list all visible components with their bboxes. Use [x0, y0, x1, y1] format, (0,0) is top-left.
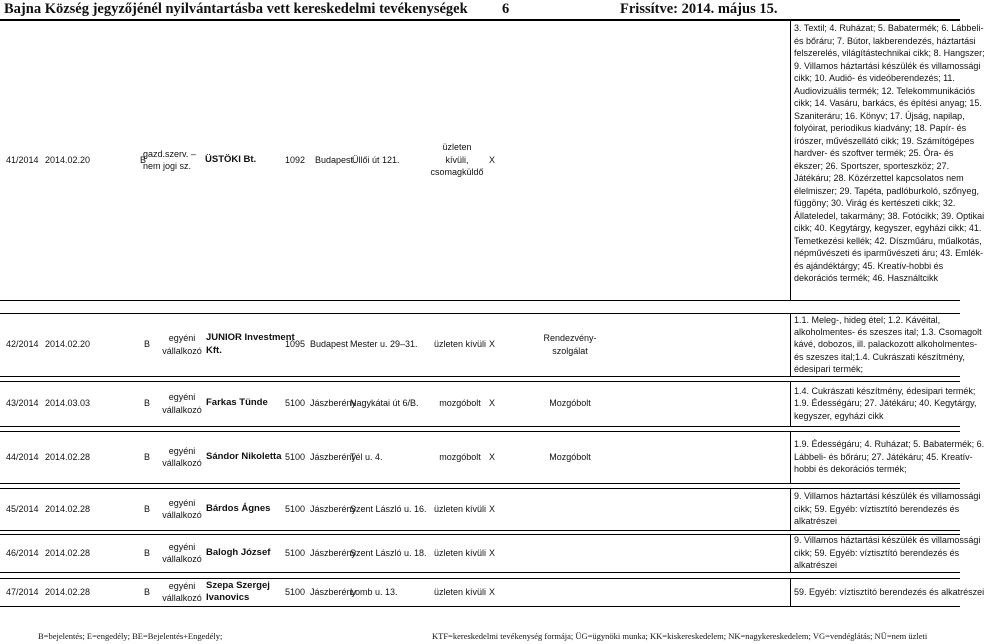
- row-bottom-border: [0, 376, 960, 377]
- row-bottom-border: [0, 606, 960, 607]
- cell-zip: 5100: [285, 451, 306, 462]
- name-line: Ivanovics: [206, 592, 250, 603]
- mode-line: üzleten kívüli: [433, 586, 487, 597]
- cell-type: B: [144, 586, 151, 597]
- products-line: cikk; 59. Egyéb: víztisztító berendezés és: [794, 503, 960, 514]
- products-line: kávé, dobozos, ill. palackozott alkoholmentes-: [794, 339, 978, 350]
- cell-type: B: [144, 503, 151, 514]
- cell-date: 2014.02.20: [45, 154, 91, 165]
- form-line: vállalkozó: [162, 458, 202, 468]
- cell-city: Jászberény: [310, 451, 357, 462]
- mode-line: mozgóbolt: [439, 398, 481, 409]
- unit-line: Mozgóbolt: [549, 451, 591, 462]
- row-top-border: [0, 488, 960, 489]
- cell-zip: 5100: [285, 547, 306, 558]
- products-line: Lábbeli- és bőráru; 27. Játékáru; 45. Kreatív-: [794, 451, 973, 462]
- mode-line: üzleten: [442, 142, 472, 153]
- products-line: és szeszes ital;1.4. Cukrászati készítmény,: [794, 351, 965, 362]
- products-line: alkoholmentes- és szeszes ital; 1.3. Csomagolt: [794, 326, 982, 337]
- cell-name: [206, 397, 268, 410]
- products-line: 9. Villamos háztartási készülék és villamossági: [794, 60, 981, 71]
- products-line: alkatrészei: [794, 560, 838, 571]
- cell-mode: [430, 547, 490, 560]
- cell-id: 46/2014: [6, 547, 39, 558]
- name-line: Kft.: [206, 344, 222, 356]
- cell-form: [160, 497, 204, 522]
- products-line: 59. Egyéb: víztisztító berendezés és alkatrészei: [794, 586, 985, 597]
- cell-products: [794, 385, 976, 422]
- mode-line: csomagküldő: [430, 167, 484, 178]
- unit-line: Rendezvény-: [543, 333, 597, 343]
- products-line: alkatrészei: [794, 516, 838, 527]
- products-line: Audiovizuális termék; 12. Telekommunikációs: [794, 85, 975, 96]
- products-line: 1.9. Édességáru; 4. Ruházat; 5. Babatermék; 6.: [794, 439, 985, 450]
- form-line: egyéni: [168, 497, 196, 508]
- name-line: Szepa Szergej: [206, 579, 270, 591]
- cell-form: [160, 445, 204, 470]
- cell-city: Jászberény: [310, 586, 357, 597]
- products-line: és bőráru; 7. Bútor, lakberendezés, háztartási: [794, 35, 976, 46]
- products-line: cikk; 10. Audió- és videóberendezés; 11.: [794, 73, 955, 83]
- form-line: vállalkozó: [162, 404, 202, 415]
- cell-x: X: [489, 503, 496, 514]
- mode-line: kívüli,: [445, 154, 469, 165]
- products-line: 3. Textil; 4. Ruházat; 5. Babatermék; 6. Lábbeli-: [794, 23, 984, 33]
- cell-form: [160, 580, 204, 605]
- cell-mode: [427, 141, 487, 179]
- cell-name: [205, 154, 256, 167]
- products-line: felszerelés, világítástechnikai cikk; 8. Hangszer;: [794, 48, 985, 58]
- header-title: Bajna Község jegyzőjénél nyilvántartásba vett kereskedelmi tevékenységek: [4, 1, 468, 17]
- products-line: Szaniteráru; 16. Könyv; 17. Újság, napilap,: [794, 110, 965, 121]
- cell-addr: Üllői út 121.: [352, 154, 400, 165]
- row-bottom-border: [0, 300, 960, 301]
- updated-date: Frissítve: 2014. május 15.: [620, 1, 778, 17]
- products-line: népművészeti és iparművészeti áru; 43. Emlék-: [794, 248, 984, 258]
- cell-city: Budapest: [310, 339, 349, 350]
- cell-zip: 5100: [285, 586, 306, 597]
- row-top-border: [0, 20, 960, 21]
- products-line: élelmiszer; 29. Tapéta, padlóburkoló, szőnyeg,: [794, 185, 979, 196]
- products-line: 1.1. Meleg-, hideg étel; 1.2. Kávéital,: [794, 314, 941, 325]
- products-line: Játékáru; 28. Közérzettel kapcsolatos nem: [794, 173, 964, 183]
- cell-form: [160, 541, 204, 566]
- cell-x: X: [489, 339, 496, 350]
- name-line: Balogh József: [206, 546, 271, 558]
- form-line: egyéni: [168, 392, 196, 402]
- cell-form: [160, 391, 204, 416]
- products-line: cikk; 14. Vasáru, barkács, és építési anyag; 15.: [794, 98, 982, 108]
- name-line: Sándor Nikoletta: [206, 450, 282, 462]
- cell-mode: [430, 397, 490, 410]
- cell-id: 44/2014: [6, 451, 39, 462]
- products-column-border: [790, 381, 791, 426]
- cell-name: [206, 580, 270, 605]
- form-line: vállalkozó: [162, 345, 202, 356]
- mode-line: üzleten kívüli: [433, 547, 487, 558]
- products-line: ékszer; 26. Sportszer, sporteszköz; 27.: [794, 160, 950, 171]
- cell-addr: Nagykátai út 6/B.: [350, 398, 419, 409]
- form-line: egyéni: [168, 445, 196, 456]
- cell-zip: 5100: [285, 503, 306, 514]
- cell-addr: Lomb u. 13.: [350, 586, 398, 597]
- products-line: édesipari termék;: [794, 364, 864, 375]
- name-line: Farkas Tünde: [206, 397, 268, 409]
- cell-products: [794, 314, 982, 376]
- cell-name: [206, 451, 282, 464]
- form-line: nem jogi sz.: [143, 161, 192, 171]
- products-line: cikk; 40. Kegytárgy, kegyszer, egyházi cikk; 41.: [794, 223, 982, 233]
- cell-city: Budapest: [315, 154, 354, 165]
- row-top-border: [0, 431, 960, 432]
- cell-date: 2014.02.28: [45, 547, 91, 558]
- products-line: Temetkezési kellék; 42. Díszműáru, műalkotás,: [794, 235, 982, 246]
- products-line: hardver- és szoftver termék; 25. Óra- és: [794, 148, 954, 158]
- cell-type: B: [144, 398, 151, 409]
- cell-type: B: [144, 547, 151, 558]
- cell-type: B: [144, 451, 151, 462]
- cell-x: X: [489, 586, 496, 597]
- cell-products: [794, 490, 980, 527]
- form-line: egyéni: [168, 580, 196, 591]
- cell-name: [206, 503, 270, 516]
- row-bottom-border: [0, 483, 960, 484]
- cell-x: X: [489, 398, 496, 409]
- cell-date: 2014.02.20: [45, 339, 91, 350]
- cell-date: 2014.02.28: [45, 503, 91, 514]
- cell-zip: 5100: [285, 398, 306, 409]
- form-line: vállalkozó: [162, 593, 202, 603]
- cell-name: [206, 547, 270, 560]
- cell-zip: 1092: [285, 154, 306, 165]
- cell-mode: [430, 451, 490, 464]
- cell-zip: 1095: [285, 339, 306, 350]
- products-line: 1.4. Cukrászati készítmény, édesipari termék;: [794, 385, 976, 396]
- unit-line: Mozgóbolt: [549, 398, 591, 409]
- cell-id: 45/2014: [6, 503, 39, 514]
- products-line: folyóirat, periodikus kiadvány; 18. Papír- és: [794, 123, 967, 133]
- products-line: függöny; 30. Virág és kertészeti cikk; 32.: [794, 198, 956, 208]
- cell-city: Jászberény: [310, 503, 357, 514]
- form-line: vállalkozó: [162, 510, 202, 520]
- cell-addr: Szent László u. 18.: [350, 547, 427, 558]
- row-top-border: [0, 578, 960, 579]
- cell-x: X: [489, 451, 496, 462]
- name-line: JUNIOR Investment: [206, 332, 295, 343]
- cell-type: B: [144, 339, 151, 350]
- page-number: 6: [502, 1, 510, 17]
- cell-products: [794, 534, 980, 571]
- row-bottom-border: [0, 572, 960, 573]
- cell-addr: Tél u. 4.: [350, 451, 383, 462]
- mode-line: üzleten kívüli: [433, 503, 487, 514]
- cell-addr: Mester u. 29–31.: [350, 339, 418, 350]
- cell-x: X: [489, 547, 496, 558]
- form-line: egyéni: [168, 333, 196, 343]
- products-column-border: [790, 431, 791, 483]
- cell-mode: [430, 338, 490, 351]
- cell-products: [794, 22, 985, 285]
- cell-mode: [430, 503, 490, 516]
- cell-id: 42/2014: [6, 339, 39, 350]
- name-line: Bárdos Ágnes: [206, 502, 271, 514]
- cell-mode: [430, 586, 490, 599]
- cell-form: [160, 332, 204, 357]
- products-column-border: [790, 20, 791, 300]
- cell-unit: [510, 397, 630, 410]
- products-line: és ajándéktárgy; 45. Kreatív-hobbi és: [794, 260, 944, 271]
- cell-id: 41/2014: [6, 154, 39, 165]
- cell-id: 43/2014: [6, 398, 39, 409]
- cell-date: 2014.02.28: [45, 586, 91, 597]
- row-bottom-border: [0, 530, 960, 531]
- cell-city: Jászberény: [310, 398, 357, 409]
- row-bottom-border: [0, 426, 960, 427]
- cell-form: [143, 148, 196, 173]
- form-line: egyéni: [168, 541, 196, 552]
- products-line: cikk; 59. Egyéb: víztisztító berendezés és: [794, 547, 960, 558]
- row-top-border: [0, 381, 960, 382]
- cell-id: 47/2014: [6, 586, 39, 597]
- products-column-border: [790, 534, 791, 572]
- cell-type: B: [140, 154, 147, 165]
- products-column-border: [790, 313, 791, 376]
- cell-products: [794, 586, 984, 598]
- unit-line: szolgálat: [552, 345, 588, 356]
- cell-name: [206, 332, 295, 357]
- products-column-border: [790, 578, 791, 606]
- footer-legend-left: B=bejelentés; E=engedély; BE=Bejelentés+Engedély;: [38, 631, 223, 641]
- products-line: Állateledel, takarmány; 38. Fotócikk; 39. Optikai: [794, 210, 985, 221]
- products-line: dekorációs termék; 46. Használtcikk: [794, 273, 939, 283]
- products-line: hobbi és dekorációs termék;: [794, 464, 907, 475]
- footer-legend-right: KTF=kereskedelmi tevékenység formája; ÜG=ügynöki munka; KK=kiskereskedelem; NK=nagykereskedelem; VG=vendéglátás; NÜ=nem üzleti: [432, 631, 928, 641]
- mode-line: mozgóbolt: [439, 451, 481, 462]
- products-line: írószer, művészellátó cikk; 19. Számítógépes: [794, 135, 975, 146]
- products-line: 9. Villamos háztartási készülék és villamossági: [794, 535, 981, 546]
- cell-unit: [510, 332, 630, 357]
- cell-unit: [510, 451, 630, 464]
- mode-line: üzleten kívüli: [433, 339, 487, 350]
- products-line: 1.9. Édességáru; 27. Játékáru; 40. Kegytárgy,: [794, 398, 977, 409]
- products-column-border: [790, 488, 791, 530]
- form-line: vállalkozó: [162, 554, 202, 564]
- products-line: kegyszer, egyházi cikk: [794, 410, 884, 421]
- cell-products: [794, 438, 984, 475]
- cell-x: X: [489, 154, 496, 165]
- cell-city: Jászberény: [310, 547, 357, 558]
- name-line: ÜSTÖKI Bt.: [205, 153, 257, 165]
- products-line: 9. Villamos háztartási készülék és villamossági: [794, 491, 981, 502]
- page-header: [0, 0, 960, 20]
- cell-date: 2014.03.03: [45, 398, 91, 409]
- cell-date: 2014.02.28: [45, 451, 91, 462]
- form-line: gazd.szerv. –: [143, 148, 196, 159]
- cell-addr: Szent László u. 16.: [350, 503, 427, 514]
